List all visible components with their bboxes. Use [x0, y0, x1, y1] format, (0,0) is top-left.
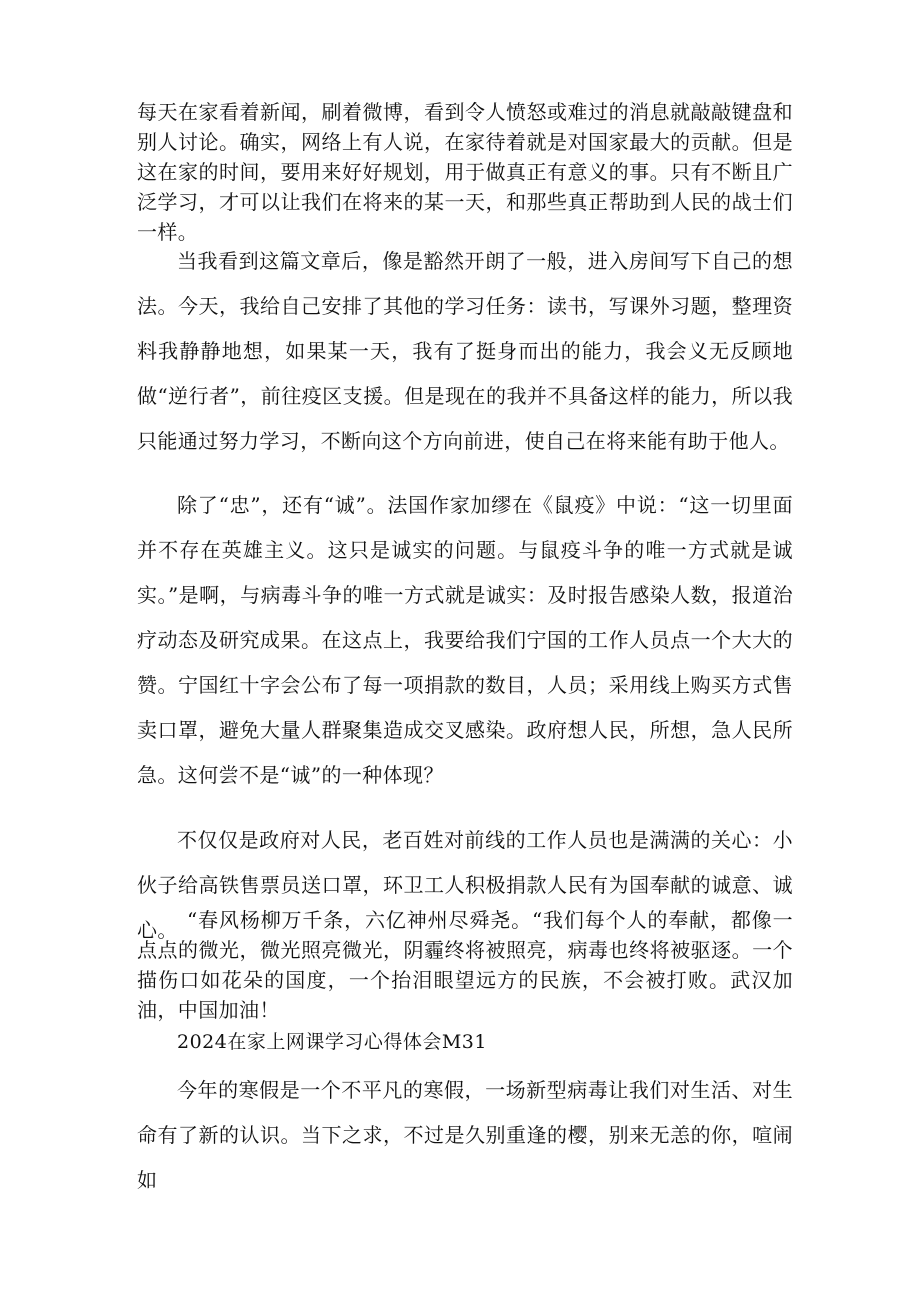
paragraph-honesty: 除了“忠”，还有“诚”。法国作家加缪在《鼠疫》中说：“这一切里面并不存在英雄主义。这只是诚实的问题。与鼠疫斗争的唯一方式就是诚实。”是啊，与病毒斗争的唯一方式就是诚实：及时报告感染人数，报道治疗动态及研究成果。在这点上，我要给我们宁国的工作人员点一个大大的赞。宁国红十字会公布了每一项捐款的数目，人员；采用线上购买方式售卖口罩，避免大量人群聚集造成交叉感染。政府想人民，所想，急人民所急。这何尝不是“诚”的一种体现？ — [137, 493, 793, 787]
paragraph-news-at-home: 每天在家看着新闻，刷着微博，看到令人愤怒或难过的消息就敲敲键盘和别人讨论。确实，网络上有人说，在家待着就是对国家最大的贡献。但是这在家的时间，要用来好好规划，用于做真正有意义的事。只有不断且广泛学习，才可以让我们在将来的某一天，和那些真正帮助到人民的战士们一样。 — [137, 100, 793, 244]
paragraph-spring-wind: “春风杨柳万千条，六亿神州尽舜尧。“我们每个人的奉献，都像一点点的微光，微光照亮微光，阴霾终将被照亮，病毒也终将被驱逐。一个描伤口如花朵的国度，一个抬泪眼望远方的民族，不会被打败。武汉加油，中国加油！ — [137, 908, 793, 1022]
section-heading: 2024在家上网课学习心得体会M31 — [177, 1031, 487, 1053]
paragraph-citizens-care: 不仅仅是政府对人民，老百姓对前线的工作人员也是满满的关心：小伙子给高铁售票员送口罩，环卫工人积极捐款人民有为国奉献的诚意、诚心。 — [137, 828, 793, 942]
paragraph-winter-vacation: 今年的寒假是一个不平凡的寒假，一场新型病毒让我们对生活、对生命有了新的认识。当下之求，不过是久别重逢的樱，别来无恙的你，喧闹如 — [137, 1078, 793, 1192]
paragraph-after-reading: 当我看到这篇文章后，像是豁然开朗了一般，进入房间写下自己的想法。今天，我给自己安排了其他的学习任务：读书，写课外习题，整理资料我静静地想，如果某一天，我有了挺身而出的能力，我会义无反顾地做“逆行者”，前往疫区支援。但是现在的我并不具备这样的能力，所以我只能通过努力学习，不断向这个方向前进，使自己在将来能有助于他人。 — [137, 249, 793, 453]
